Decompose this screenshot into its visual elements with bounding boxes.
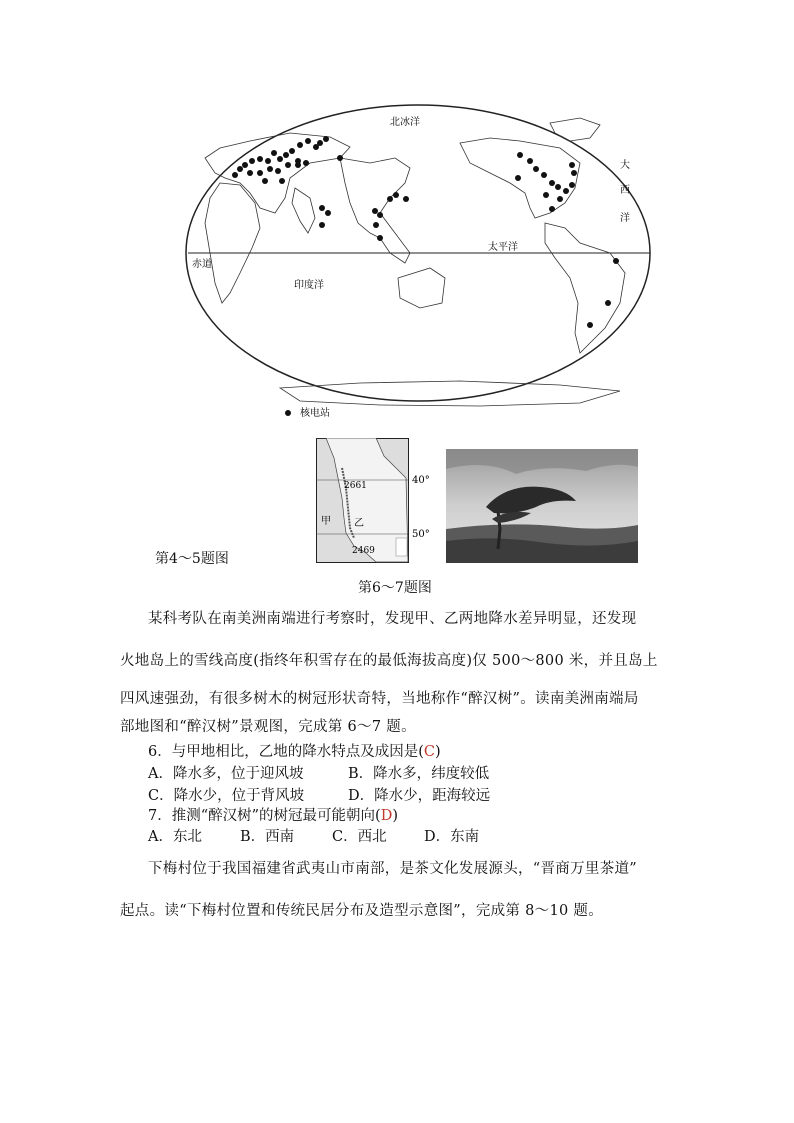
nuclear-plant-dot xyxy=(267,166,273,172)
nuclear-plant-dot xyxy=(517,152,523,158)
nuclear-plant-dot xyxy=(249,158,255,164)
q6-answer: C xyxy=(423,744,435,760)
label-atlantic-3: 洋 xyxy=(620,213,630,224)
nuclear-plant-dot xyxy=(237,166,243,172)
q6-stem-text: 6．与甲地相比，乙地的降水特点及成因是( xyxy=(148,744,424,760)
nuclear-plant-dot xyxy=(271,150,277,156)
nuclear-plant-dot xyxy=(285,162,291,168)
caption-fig-4-5: 第4～5题图 xyxy=(155,551,229,567)
nuclear-plant-dot xyxy=(277,156,283,162)
q7-option-b[interactable]: B．西南 xyxy=(240,829,295,845)
q7-close: ) xyxy=(392,808,399,824)
nuclear-plant-dot xyxy=(337,155,343,161)
passage1-line3: 四风速强劲，有很多树木的树冠形状奇特，当地称作“醉汉树”。读南美洲南端局 xyxy=(120,691,639,707)
nuclear-plant-dot xyxy=(289,148,295,154)
passage1-line2: 火地岛上的雪线高度(指终年积雪存在的最低海拔高度)仅 500～800 米，并且岛上 xyxy=(120,653,658,669)
nuclear-plant-dot xyxy=(317,140,323,146)
passage1-line1: 某科考队在南美洲南端进行考察时，发现甲、乙两地降水差异明显，还发现 xyxy=(148,611,637,627)
nuclear-plant-dot xyxy=(319,205,325,211)
nuclear-plant-dot xyxy=(295,162,301,168)
nuclear-plant-dot xyxy=(571,170,577,176)
nuclear-plant-dot xyxy=(319,222,325,228)
caption-fig-6-7: 第6～7题图 xyxy=(358,580,432,596)
label-indian-ocean: 印度洋 xyxy=(294,280,324,291)
q7-answer: D xyxy=(380,808,393,824)
nuclear-plant-dot xyxy=(303,160,309,166)
nuclear-plant-dot xyxy=(403,196,409,202)
nuclear-plant-dot xyxy=(247,170,253,176)
legend-dot-icon xyxy=(285,410,291,416)
q6-close: ) xyxy=(435,744,441,760)
question-6-options-row2 xyxy=(148,784,490,805)
nuclear-plant-dot xyxy=(543,192,549,198)
elevation-2661: 2661 xyxy=(344,481,367,491)
nuclear-plant-dot xyxy=(613,258,619,264)
label-arctic-ocean: 北冰洋 xyxy=(390,117,420,128)
nuclear-plant-dot xyxy=(569,162,575,168)
passage2-line2: 起点。读“下梅村位置和传统民居分布及造型示意图”，完成第 8～10 题。 xyxy=(120,903,604,919)
nuclear-plant-dot xyxy=(373,222,379,228)
nuclear-plant-dot xyxy=(279,178,285,184)
nuclear-plant-dot xyxy=(377,235,383,241)
label-equator: 赤道 xyxy=(192,259,212,270)
nuclear-plant-dot xyxy=(549,206,555,212)
nuclear-plant-dot xyxy=(605,300,611,306)
nuclear-plant-dot xyxy=(297,142,303,148)
drunken-tree-photo xyxy=(446,449,638,563)
nuclear-plant-dot xyxy=(372,208,378,214)
passage1-line4: 部地图和“醉汉树”景观图，完成第 6～7 题。 xyxy=(120,719,416,735)
question-7-options xyxy=(148,825,479,846)
nuclear-plant-dot xyxy=(257,170,263,176)
nuclear-plant-dot xyxy=(257,156,263,162)
nuclear-plant-dot xyxy=(323,136,329,142)
nuclear-plant-dot xyxy=(265,158,271,164)
nuclear-plant-dot xyxy=(275,168,281,174)
nuclear-plant-dot xyxy=(387,196,393,202)
label-yi: 乙 xyxy=(354,518,364,529)
nuclear-plant-dot xyxy=(563,188,569,194)
nuclear-plant-dot xyxy=(242,162,248,168)
nuclear-plant-dot xyxy=(533,166,539,172)
q7-option-c[interactable]: C．西北 xyxy=(332,829,387,845)
passage2-line1: 下梅村位于我国福建省武夷山市南部，是茶文化发展源头，“晋商万里茶道” xyxy=(148,861,638,877)
label-atlantic-1: 大 xyxy=(620,160,630,171)
nuclear-plant-dot xyxy=(305,138,311,144)
q7-option-d[interactable]: D．东南 xyxy=(424,829,480,845)
nuclear-plant-dot xyxy=(549,180,555,186)
world-nuclear-map xyxy=(180,103,656,426)
label-50deg: 50° xyxy=(412,529,430,540)
q6-option-b[interactable]: B．降水多，纬度较低 xyxy=(348,766,490,782)
q6-option-c[interactable]: C．降水少，位于背风坡 xyxy=(148,788,305,804)
inset-legend xyxy=(396,538,407,556)
nuclear-plant-dot xyxy=(569,182,575,188)
nuclear-plant-dot xyxy=(527,158,533,164)
nuclear-plant-dot xyxy=(515,175,521,181)
legend-label: 核电站 xyxy=(300,408,330,419)
nuclear-plant-dot xyxy=(555,184,561,190)
q6-option-a[interactable]: A．降水多，位于迎风坡 xyxy=(148,766,304,782)
question-6-stem xyxy=(148,740,441,761)
q7-stem-text: 7．推测“醉汉树”的树冠最可能朝向( xyxy=(148,808,381,824)
nuclear-plant-dot xyxy=(541,172,547,178)
question-7-stem xyxy=(148,804,398,825)
elevation-2469: 2469 xyxy=(352,546,375,556)
south-america-inset-map xyxy=(316,438,444,564)
label-pacific-ocean: 太平洋 xyxy=(488,242,518,253)
nuclear-plant-dot xyxy=(262,178,268,184)
nuclear-plant-dot xyxy=(232,172,238,178)
q6-option-d[interactable]: D．降水少，距海较远 xyxy=(348,788,491,804)
q7-option-a[interactable]: A．东北 xyxy=(148,829,202,845)
label-40deg: 40° xyxy=(412,475,430,486)
question-6-options-row1 xyxy=(148,762,489,783)
nuclear-plant-dot xyxy=(587,322,593,328)
label-jia: 甲 xyxy=(321,516,331,527)
nuclear-plant-dot xyxy=(393,192,399,198)
nuclear-plant-dot xyxy=(325,210,331,216)
nuclear-plant-dot xyxy=(283,152,289,158)
label-atlantic-2: 西 xyxy=(620,185,630,196)
nuclear-plant-dot xyxy=(557,196,563,202)
nuclear-plant-dot xyxy=(377,212,383,218)
